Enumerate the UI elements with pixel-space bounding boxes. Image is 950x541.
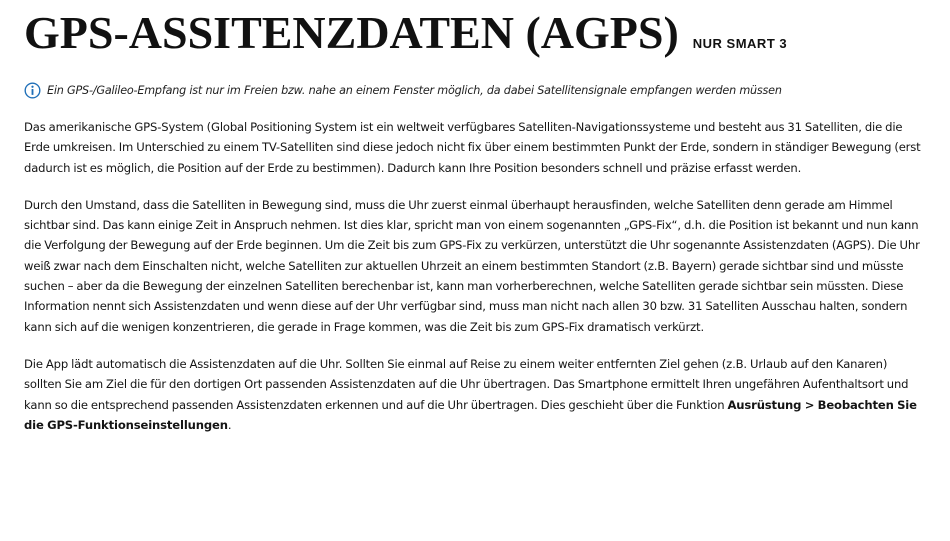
menu-path: Ausrüstung > Beobachten Sie die GPS-Funktionseinstellungen [24,397,917,432]
title-row [24,6,924,62]
model-badge: NUR SMART 3 [692,36,788,51]
paragraph-app-sync [24,354,924,435]
info-icon [24,82,41,99]
paragraph-app-sync-text: Die App lädt automatisch die Assistenzdaten auf die Uhr. Sollten Sie einmal auf Reise zu einem weiter entfernten Ziel gehen (z.B. Urlaub auf den Kanaren) sollten Sie am Ziel die für den dortigen Ort passenden Assistenzdaten auf die Uhr übertragen. Das Smartphone ermittelt Ihren ungefähren Aufenthaltsort und kann so die entsprechend passenden Assistenzdaten erkennen und auf die Uhr übertragen. Dies geschieht über die Funktion [24,356,909,412]
paragraph-app-sync-end: . [227,417,232,432]
info-note [24,80,924,100]
info-note-text: Ein GPS-/Galileo-Empfang ist nur im Freien bzw. nahe an einem Fenster möglich, da dabei Satellitensignale empfangen werden müssen [47,83,782,97]
page-title: GPS-ASSITENZDATEN (AGPS) [24,7,679,58]
document-page [24,0,924,435]
paragraph-gps-fix: Durch den Umstand, dass die Satelliten in Bewegung sind, muss die Uhr zuerst einmal überhaupt herausfinden, welche Satelliten denn gerade am Himmel sichtbar sind. Das kann einige Zeit in Anspruch nehmen. Ist dies klar, spricht man von einem sogenannten „GPS-Fix“, d.h. die Position ist bekannt und nun kann die Verfolgung der Bewegung auf der Erde beginnen. Um die Zeit bis zum GPS-Fix zu verkürzen, unterstützt die Uhr sogenannte Assistenzdaten (AGPS). Die Uhr weiß zwar nach dem Einschalten nicht, welche Satelliten zur aktuellen Uhrzeit an einem bestimmten Standort (z.B. Bayern) gerade sichtbar sind und müsste suchen – aber da die Bewegung der einzelnen Satelliten berechenbar ist, kann man vorherberechnen, welche Satelliten gerade sichtbar sein müssten. Diese Information nennt sich Assistenzdaten und wenn diese auf der Uhr verfügbar sind, muss man nicht nach allen 30 bzw. 31 Satelliten Ausschau halten, sondern kann sich auf die wenigen konzentrieren, die gerade in Frage kommen, was die Zeit bis zum GPS-Fix dramatisch verkürzt. [24,197,920,334]
paragraph-gps-system: Das amerikanische GPS-System (Global Positioning System ist ein weltweit verfügbares Satelliten-Navigationssysteme und besteht aus 31 Satelliten, die die Erde umkreisen. Im Unterschied zu einem TV-Satelliten sind diese jedoch nicht fix über einem bestimmten Punkt der Erde, sondern in ständiger Bewegung (erst dadurch ist es möglich, die Position auf der Erde zu bestimmen). Dadurch kann Ihre Position besonders schnell und präzise erfasst werden. [24,120,921,175]
